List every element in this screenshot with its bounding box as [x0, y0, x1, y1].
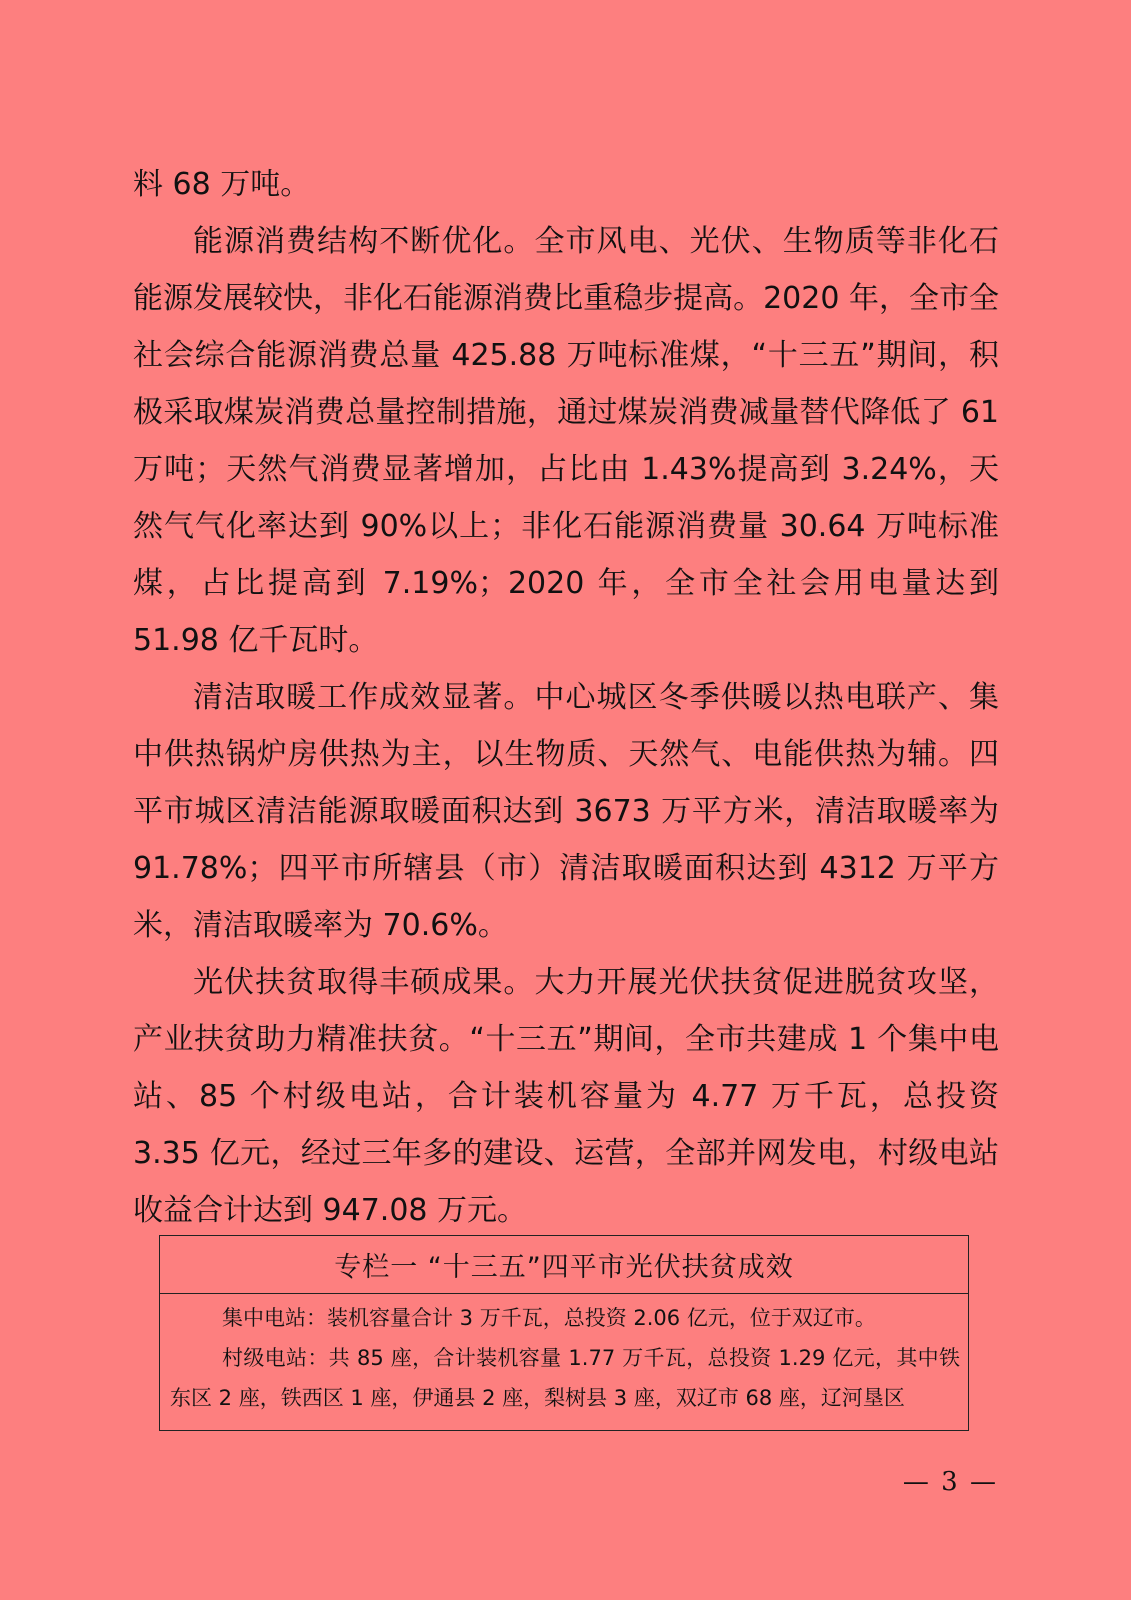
page-number: — 3 —	[902, 1467, 998, 1497]
paragraph-continuation: 料 68 万吨。	[133, 167, 311, 202]
box-line-village: 村级电站：共 85 座，合计装机容量 1.77 万千瓦，总投资 1.29 亿元，其中铁东区 2 座，铁西区 1 座，伊通县 2 座，梨树县 3 座，双辽市 68 座，辽河垦区	[170, 1346, 960, 1410]
box-title: 专栏一 “十三五”四平市光伏扶贫成效	[160, 1236, 968, 1294]
paragraph-pv-poverty: 光伏扶贫取得丰硕成果。大力开展光伏扶贫促进脱贫攻坚，产业扶贫助力精准扶贫。“十三五”期间，全市共建成 1 个集中电站、85 个村级电站，合计装机容量为 4.77 万千瓦，总投资 3.35 亿元，经过三年多的建设、运营，全部并网发电，村级电站收益合计达到 947.08 万元。	[133, 965, 999, 1228]
paragraph-clean-heating: 清洁取暖工作成效显著。中心城区冬季供暖以热电联产、集中供热锅炉房供热为主，以生物质、天然气、电能供热为辅。四平市城区清洁能源取暖面积达到 3673 万平方米，清洁取暖率为 91.78%；四平市所辖县（市）清洁取暖面积达到 4312 万平方米，清洁取暖率为 70.6%。	[133, 680, 999, 943]
paragraph-energy-structure: 能源消费结构不断优化。全市风电、光伏、生物质等非化石能源发展较快，非化石能源消费比重稳步提高。2020 年，全市全社会综合能源消费总量 425.88 万吨标准煤，“十三五”期间，积极采取煤炭消费总量控制措施，通过煤炭消费减量替代降低了 61 万吨；天然气消费显著增加，占比由 1.43%提高到 3.24%，天然气气化率达到 90%以上；非化石能源消费量 30.64 万吨标准煤，占比提高到 7.19%；2020 年，全市全社会用电量达到 51.98 亿千瓦时。	[133, 224, 999, 658]
box-line-centralized: 集中电站：装机容量合计 3 万千瓦，总投资 2.06 亿元，位于双辽市。	[222, 1306, 876, 1330]
body-text	[133, 156, 999, 1239]
box-body	[160, 1294, 968, 1418]
sidebar-box	[159, 1235, 969, 1431]
